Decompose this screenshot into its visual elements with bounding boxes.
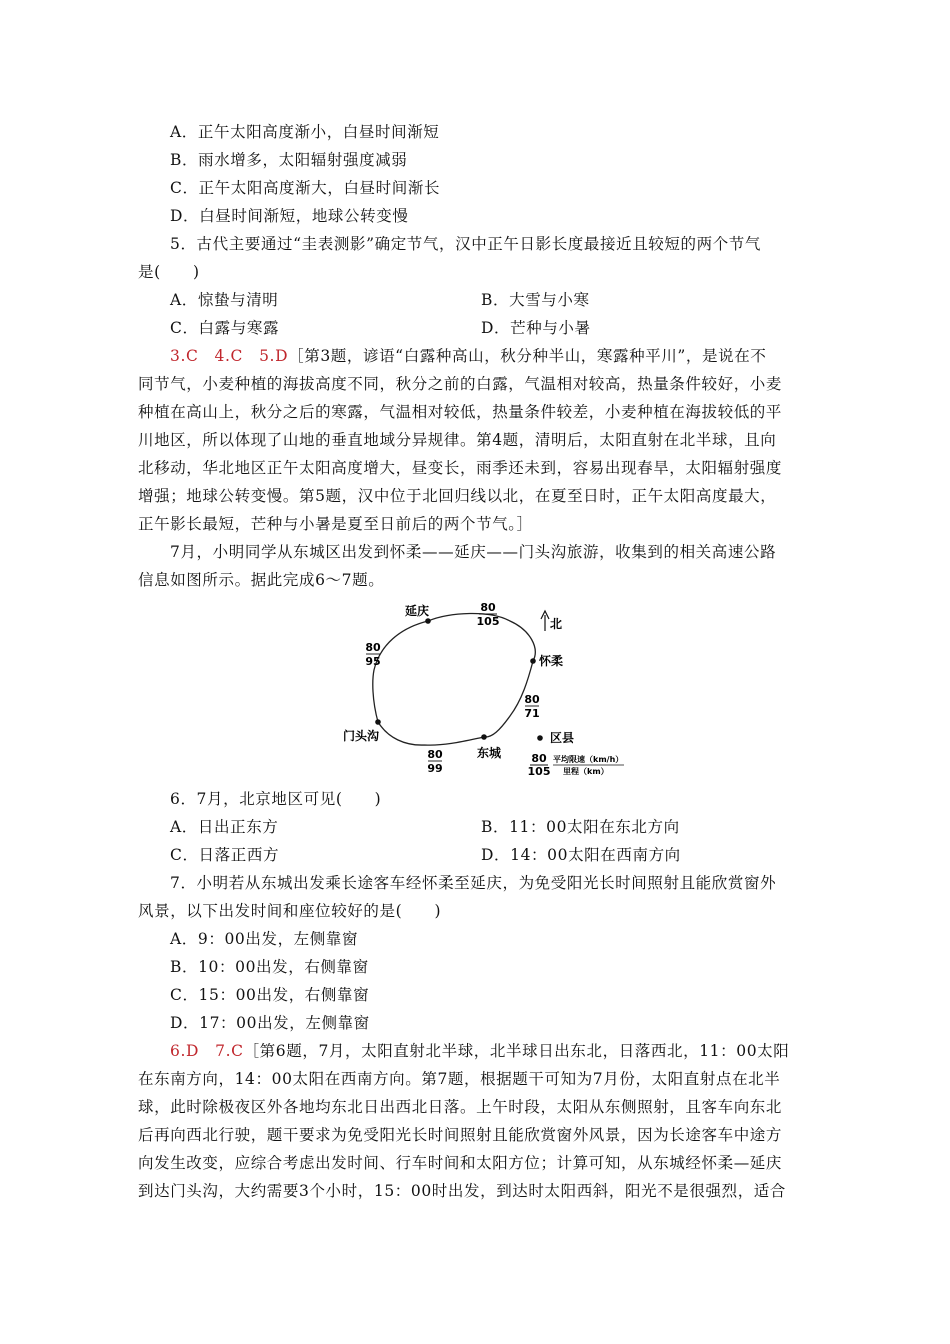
- q4-option-b: B．雨水增多，太阳辐射强度减弱: [170, 151, 408, 169]
- q6-stem: 6．7月，北京地区可见( ): [170, 790, 382, 808]
- answer-3-5-explanation-start: ［第3题，谚语“白露种高山，秋分种半山，寒露种平川”，是说在不: [288, 347, 767, 365]
- seg-right-speed: 80: [524, 693, 540, 706]
- q4-option-d: D．白昼时间渐短，地球公转变慢: [170, 207, 409, 225]
- legend-speed-value: 80: [531, 752, 547, 765]
- q7-option-b: B．10：00出发，右侧靠窗: [170, 958, 369, 976]
- label-yanqing: 延庆: [405, 604, 430, 618]
- huairou-dot: [530, 658, 536, 664]
- seg-top-speed: 80: [480, 601, 496, 614]
- q6-option-b: B．11：00太阳在东北方向: [481, 818, 680, 836]
- label-huairou: 怀柔: [539, 654, 564, 668]
- q6-option-d: D．14：00太阳在西南方向: [481, 846, 681, 864]
- legend-speed-label: 平均限速（km/h）: [553, 755, 624, 764]
- q5-stem-line-2: 是( ): [138, 263, 200, 281]
- q4-option-c: C．正午太阳高度渐大，白昼时间渐长: [170, 179, 441, 197]
- legend-county-label: 区县: [550, 731, 575, 745]
- q5-option-d: D．芒种与小暑: [481, 319, 591, 337]
- answer-3-5-line-3: 种植在高山上，秋分之后的寒露，气温相对较低，热量条件较差，小麦种植在海拔较低的平: [138, 403, 783, 421]
- answer-3-5-line-2: 同节气，小麦种植的海拔高度不同，秋分之前的白露，气温相对较高，热量条件较好，小麦: [138, 375, 783, 393]
- answer-6-7-line-3: 球，此时除极夜区外各地均东北日出西北日落。上午时段，太阳从东侧照射，且客车向东北: [138, 1098, 783, 1116]
- seg-left-distance: 95: [365, 655, 381, 668]
- q5-option-b: B．大雪与小寒: [481, 291, 590, 309]
- label-dongcheng: 东城: [477, 746, 502, 760]
- q5-stem-line-1: 5．古代主要通过“圭表测影”确定节气，汉中正午日影长度最接近且较短的两个节气: [170, 235, 762, 253]
- legend-distance-value: 105: [527, 765, 551, 778]
- q7-option-d: D．17：00出发，左侧靠窗: [170, 1014, 370, 1032]
- intro-6-7-line-2: 信息如图所示。据此完成6～7题。: [138, 571, 385, 589]
- answer-3-5-line-7: 正午影长最短，芒种与小暑是夏至日前后的两个节气。］: [138, 515, 533, 533]
- q7-stem-line-2: 风景，以下出发时间和座位较好的是( ): [138, 902, 442, 920]
- q5-option-a: A．惊蛰与清明: [170, 291, 279, 309]
- answer-3-5-line-5: 北移动，华北地区正午太阳高度增大，昼变长，雨季还未到，容易出现春旱，太阳辐射强度: [138, 459, 783, 477]
- seg-top-distance: 105: [476, 615, 500, 628]
- answer-key-3-5: 3.C 4.C 5.D: [170, 347, 289, 365]
- answer-6-7-line-4: 后再向西北行驶，题干要求为免受阳光长时间照射且能欣赏窗外风景，因为长途客车中途方: [138, 1126, 783, 1144]
- seg-left-speed: 80: [365, 641, 381, 654]
- q5-option-c: C．白露与寒露: [170, 319, 280, 337]
- answer-3-5-line-4: 川地区，所以体现了山地的垂直地域分异规律。第4题，清明后，太阳直射在北半球，且向: [138, 431, 777, 449]
- answer-6-7-explanation-start: ［第6题，7月，太阳直射北半球，北半球日出东北，日落西北，11：00太阳: [243, 1042, 790, 1060]
- answer-key-6-7: 6.D 7.C: [170, 1042, 244, 1060]
- highway-loop: [373, 613, 535, 745]
- q7-option-c: C．15：00出发，右侧靠窗: [170, 986, 370, 1004]
- dongcheng-dot: [481, 734, 487, 740]
- q7-stem-line-1: 7．小明若从东城出发乘长途客车经怀柔至延庆，为免受阳光长时间照射且能欣赏窗外: [170, 874, 777, 892]
- answer-6-7-line-6: 到达门头沟，大约需要3个小时，15：00时出发，到达时太阳西斜，阳光不是很强烈，适合: [138, 1182, 787, 1200]
- q7-option-a: A．9：00出发，左侧靠窗: [170, 930, 359, 948]
- label-north: 北: [550, 617, 563, 631]
- answer-6-7-line-1: [170, 1041, 789, 1061]
- answer-3-5-line-6: 增强；地球公转变慢。第5题，汉中位于北回归线以北，在夏至日时，正午太阳高度最大，: [138, 487, 777, 505]
- answer-6-7-line-5: 向发生改变，应综合考虑出发时间、行车时间和太阳方位；计算可知，从东城经怀柔—延庆: [138, 1154, 783, 1172]
- q4-option-a: A．正午太阳高度渐小，白昼时间渐短: [170, 123, 440, 141]
- answer-6-7-line-2: 在东南方向，14：00太阳在西南方向。第7题，根据题干可知为7月份，太阳直射点在北半: [138, 1070, 781, 1088]
- label-mentougou: 门头沟: [343, 729, 380, 743]
- seg-bottom-distance: 99: [427, 762, 443, 775]
- yanqing-dot: [425, 618, 431, 624]
- legend-county-dot: [537, 735, 543, 741]
- seg-bottom-speed: 80: [427, 748, 443, 761]
- q6-option-a: A．日出正东方: [170, 818, 279, 836]
- mentougou-dot: [375, 719, 381, 725]
- q6-option-c: C．日落正西方: [170, 846, 280, 864]
- seg-right-distance: 71: [524, 707, 540, 720]
- intro-6-7-line-1: 7月，小明同学从东城区出发到怀柔——延庆——门头沟旅游，收集到的相关高速公路: [170, 543, 777, 561]
- legend-distance-label: 里程（km）: [563, 767, 609, 776]
